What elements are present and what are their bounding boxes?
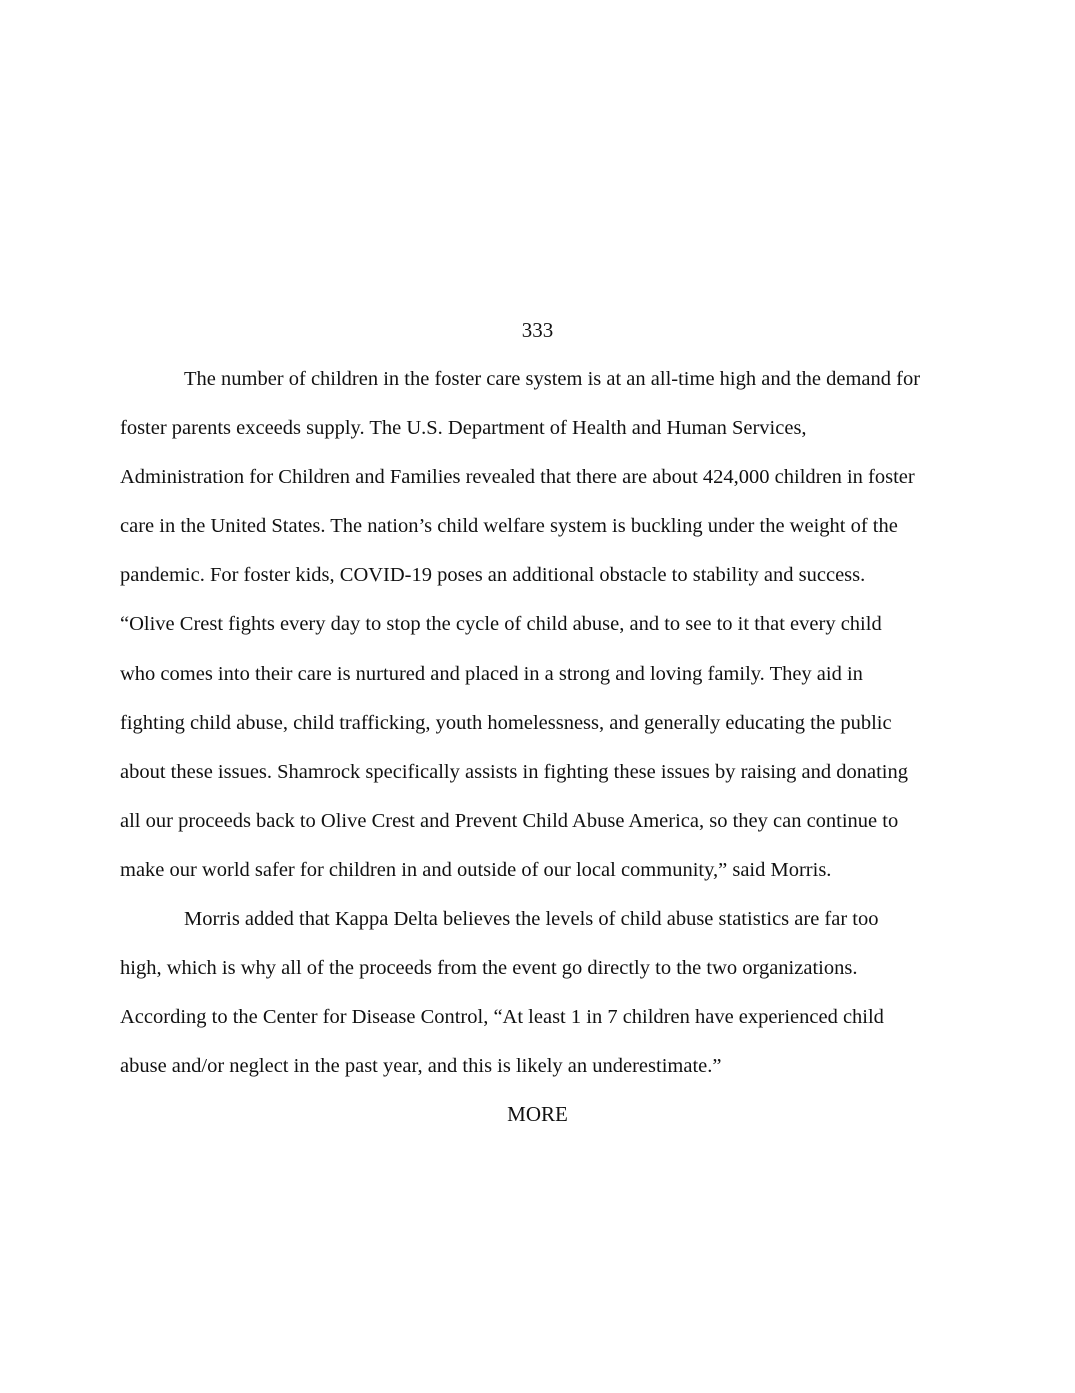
paragraph-2 <box>120 895 960 1091</box>
text-line: Morris added that Kappa Delta believes the levels of child abuse statistics are far too <box>184 908 879 931</box>
page-number: 333 <box>521 318 554 342</box>
text-line: care in the United States. The nation’s child welfare system is buckling under the weight of the <box>120 515 898 538</box>
text-line: who comes into their care is nurtured and placed in a strong and loving family. They aid in <box>120 662 863 685</box>
text-line: pandemic. For foster kids, COVID-19 poses an additional obstacle to stability and success. <box>120 564 866 587</box>
text-line: foster parents exceeds supply. The U.S. Department of Health and Human Services, <box>120 417 807 440</box>
text-line: high, which is why all of the proceeds from the event go directly to the two organizations. <box>120 957 858 980</box>
text-line: abuse and/or neglect in the past year, and this is likely an underestimate.” <box>120 1055 722 1078</box>
text-line: fighting child abuse, child trafficking, youth homelessness, and generally educating the public <box>120 711 892 734</box>
text-line: The number of children in the foster care system is at an all-time high and the demand for <box>184 368 921 390</box>
text-line: all our proceeds back to Olive Crest and Prevent Child Abuse America, so they can continue to <box>120 809 899 832</box>
text-line: According to the Center for Disease Control, “At least 1 in 7 children have experienced child <box>120 1006 884 1029</box>
body-text <box>120 355 960 1091</box>
text-line: about these issues. Shamrock specifically assists in fighting these issues by raising and donating <box>120 760 908 783</box>
more-marker: MORE <box>507 1102 568 1126</box>
text-line: “Olive Crest fights every day to stop the cycle of child abuse, and to see to it that every child <box>120 613 882 636</box>
paragraph-1 <box>120 355 960 895</box>
text-line: Administration for Children and Families revealed that there are about 424,000 children in foster <box>120 466 915 489</box>
text-line: make our world safer for children in and outside of our local community,” said Morris. <box>120 858 832 881</box>
